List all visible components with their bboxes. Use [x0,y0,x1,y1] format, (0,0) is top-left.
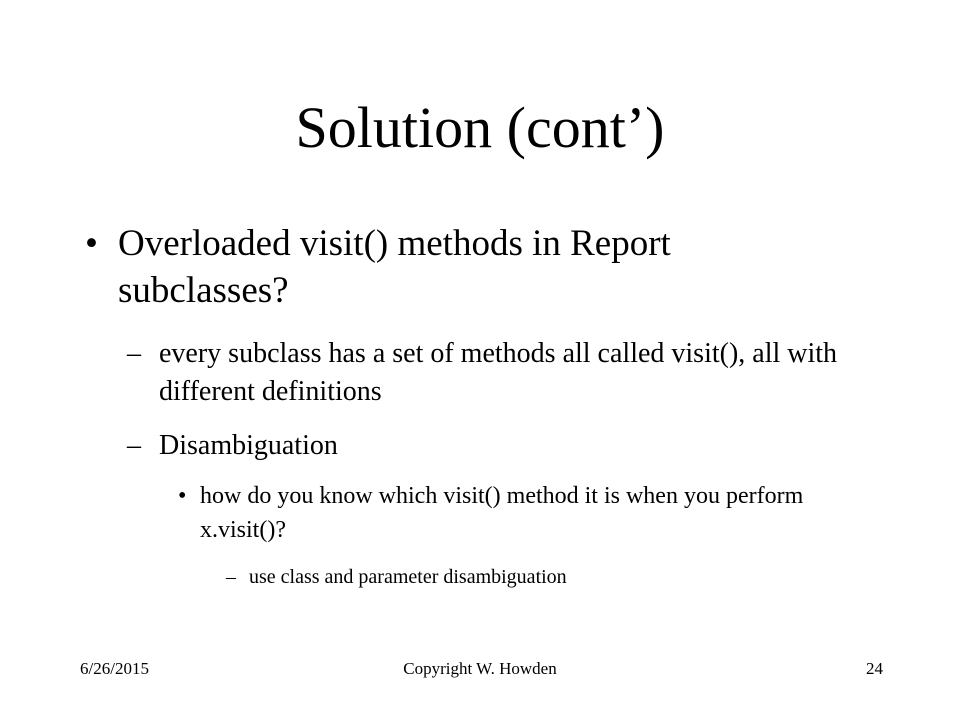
footer-date: 6/26/2015 [80,659,149,678]
dash-marker: – [127,338,141,369]
point-text: how do you know which visit() method it is when you perform x.visit()? [200,483,804,543]
bullet-main [85,220,805,314]
bullet-text: Overloaded visit() methods in Report subclasses? [118,223,671,311]
sub-bullet-text: every subclass has a set of methods all called visit(), all with different definitions [159,338,838,407]
dash-marker: – [226,566,236,588]
footer-page-number: 24 [866,659,883,678]
bullet-marker: • [178,483,187,509]
footer-copyright: Copyright W. Howden [403,659,557,678]
subpoint-text: use class and parameter disambiguation [249,566,567,588]
sub-bullet-disambiguation [127,427,857,465]
subpoint-use-disambiguation [226,563,826,591]
sub-bullet-text: Disambiguation [159,430,338,461]
bullet-marker: • [85,223,98,264]
point-which-method [178,479,878,547]
slide-title: Solution (cont’) [295,95,665,160]
sub-bullet-subclass-methods [127,335,857,411]
dash-marker: – [127,430,141,461]
